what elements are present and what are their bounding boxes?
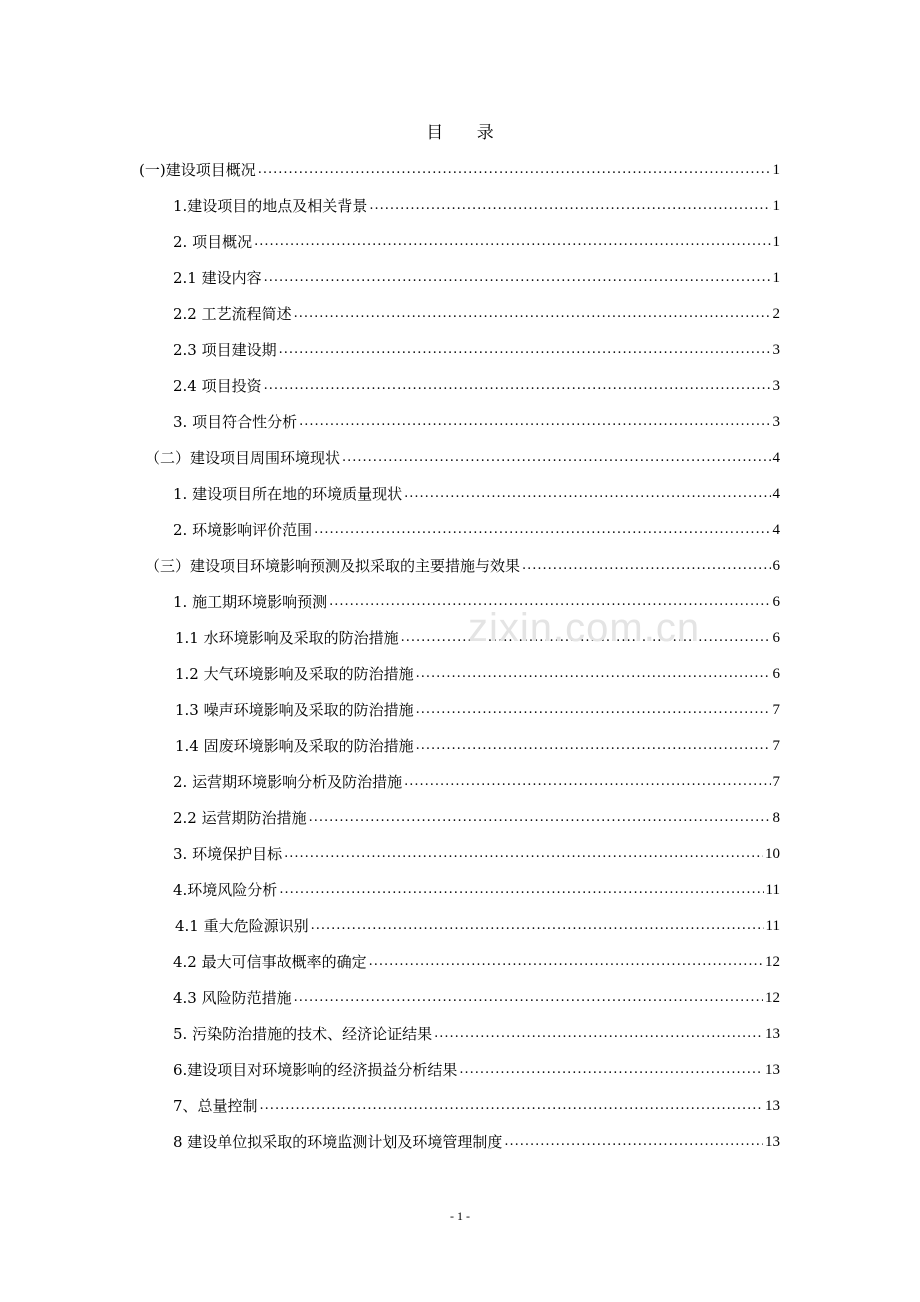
toc-page-number: 3 bbox=[772, 378, 780, 394]
toc-page-number: 12 bbox=[765, 954, 780, 970]
toc-entry[interactable] bbox=[173, 874, 780, 900]
toc-page-number: 7 bbox=[772, 738, 780, 754]
toc-entry[interactable] bbox=[173, 802, 780, 828]
toc-page-number: 13 bbox=[765, 1026, 780, 1042]
toc-entry[interactable] bbox=[173, 1090, 780, 1116]
toc-entry[interactable] bbox=[173, 766, 780, 792]
toc-page-number: 1 bbox=[772, 234, 780, 250]
toc-entry-label: 1. 施工期环境影响预测 bbox=[173, 593, 328, 611]
toc-entry-label: 2.2 运营期防治措施 bbox=[173, 809, 307, 827]
toc-dot-leader bbox=[416, 700, 771, 720]
watermark: zixin.com.cn bbox=[468, 606, 701, 650]
toc-entry[interactable] bbox=[175, 694, 780, 720]
toc-dot-leader bbox=[264, 268, 771, 288]
toc-entry[interactable] bbox=[173, 262, 780, 288]
toc-dot-leader bbox=[314, 520, 770, 540]
toc-dot-leader bbox=[522, 556, 770, 576]
toc-entry-label: 1.2 大气环境影响及采取的防治措施 bbox=[175, 665, 414, 683]
toc-page-number: 13 bbox=[765, 1098, 780, 1114]
toc-dot-leader bbox=[434, 1024, 763, 1044]
toc-entry-label: 1.3 噪声环境影响及采取的防治措施 bbox=[175, 701, 414, 719]
toc-dot-leader bbox=[260, 1096, 763, 1116]
toc-dot-leader bbox=[416, 736, 771, 756]
toc-entry[interactable] bbox=[175, 910, 780, 936]
toc-entry-label: 4.1 重大危险源识别 bbox=[175, 917, 309, 935]
toc-dot-leader bbox=[369, 196, 770, 216]
toc-dot-leader bbox=[294, 304, 771, 324]
toc-page-number: 3 bbox=[772, 414, 780, 430]
toc-entry[interactable] bbox=[173, 226, 780, 252]
toc-dot-leader bbox=[309, 808, 771, 828]
toc-page-number: 4 bbox=[772, 522, 780, 538]
toc-entry-label: 1.4 固废环境影响及采取的防治措施 bbox=[175, 737, 414, 755]
toc-entry-label: 6.建设项目对环境影响的经济损益分析结果 bbox=[173, 1061, 458, 1079]
toc-entry[interactable] bbox=[173, 298, 780, 324]
toc-entry-label: 2.4 项目投资 bbox=[173, 377, 262, 395]
toc-entry[interactable] bbox=[173, 478, 780, 504]
toc-page-number: 1 bbox=[772, 162, 780, 178]
toc-dot-leader bbox=[264, 376, 771, 396]
toc-entry[interactable] bbox=[173, 406, 780, 432]
toc-entry[interactable] bbox=[173, 946, 780, 972]
toc-dot-leader bbox=[279, 880, 763, 900]
toc-entry-label: 2.1 建设内容 bbox=[173, 269, 262, 287]
toc-entry[interactable] bbox=[175, 658, 780, 684]
toc-dot-leader bbox=[369, 952, 763, 972]
toc-entry-label: 1.1 水环境影响及采取的防治措施 bbox=[175, 629, 399, 647]
toc-entry[interactable] bbox=[173, 1018, 780, 1044]
toc-dot-leader bbox=[284, 844, 763, 864]
toc-entry-label: 8 建设单位拟采取的环境监测计划及环境管理制度 bbox=[173, 1133, 503, 1151]
toc-page-number: 7 bbox=[772, 702, 780, 718]
toc-page-number: 6 bbox=[772, 630, 780, 646]
toc-dot-leader bbox=[299, 412, 770, 432]
toc-page-number: 1 bbox=[772, 198, 780, 214]
toc-entry-label: 3. 环境保护目标 bbox=[173, 845, 283, 863]
toc-page-number: 6 bbox=[772, 558, 780, 574]
toc-entry-label: 3. 项目符合性分析 bbox=[173, 413, 298, 431]
toc-dot-leader bbox=[311, 916, 764, 936]
toc-dot-leader bbox=[294, 988, 763, 1008]
toc-dot-leader bbox=[416, 664, 771, 684]
toc-entry-label: 4.2 最大可信事故概率的确定 bbox=[173, 953, 367, 971]
toc-dot-leader bbox=[504, 1132, 763, 1152]
page-title: 目 录 bbox=[426, 123, 508, 143]
toc-dot-leader bbox=[459, 1060, 763, 1080]
toc-entry-label: 4.3 风险防范措施 bbox=[173, 989, 292, 1007]
toc-entry[interactable] bbox=[173, 838, 780, 864]
toc-dot-leader bbox=[342, 448, 770, 468]
toc-entry[interactable] bbox=[139, 154, 780, 180]
toc-dot-leader bbox=[401, 628, 771, 648]
toc-entry-label: 1.建设项目的地点及相关背景 bbox=[173, 197, 368, 215]
toc-page-number: 4 bbox=[772, 450, 780, 466]
toc-page-number: 3 bbox=[772, 342, 780, 358]
toc-dot-leader bbox=[258, 160, 771, 180]
toc-page-number: 11 bbox=[765, 882, 780, 898]
toc-page-number: 6 bbox=[772, 666, 780, 682]
toc-entry[interactable] bbox=[173, 190, 780, 216]
toc-dot-leader bbox=[404, 772, 770, 792]
toc-entry[interactable] bbox=[173, 1126, 780, 1152]
toc-page-number: 4 bbox=[772, 486, 780, 502]
toc-entry-label: （二）建设项目周围环境现状 bbox=[145, 449, 341, 467]
toc-entry-label: (一)建设项目概况 bbox=[139, 161, 256, 179]
toc-page-number: 10 bbox=[765, 846, 780, 862]
toc-entry[interactable] bbox=[173, 334, 780, 360]
toc-entry[interactable] bbox=[175, 730, 780, 756]
toc-page-number: 13 bbox=[765, 1134, 780, 1150]
toc-dot-leader bbox=[404, 484, 770, 504]
toc-page-number: 13 bbox=[765, 1062, 780, 1078]
toc-entry-label: 7、总量控制 bbox=[173, 1097, 258, 1115]
toc-entry[interactable] bbox=[173, 586, 780, 612]
toc-entry[interactable] bbox=[173, 982, 780, 1008]
toc-dot-leader bbox=[254, 232, 770, 252]
toc-entry-label: 4.环境风险分析 bbox=[173, 881, 278, 899]
toc-page-number: 11 bbox=[765, 918, 780, 934]
toc-page-number: 2 bbox=[772, 306, 780, 322]
page-number: - 1 - bbox=[450, 1209, 470, 1223]
toc-entry[interactable] bbox=[175, 622, 780, 648]
toc-entry-label: 1. 建设项目所在地的环境质量现状 bbox=[173, 485, 403, 503]
toc-dot-leader bbox=[279, 340, 771, 360]
toc-page-number: 6 bbox=[772, 594, 780, 610]
toc-dot-leader bbox=[329, 592, 770, 612]
toc-entry-label: （三）建设项目环境影响预测及拟采取的主要措施与效果 bbox=[145, 557, 521, 575]
toc-page-number: 1 bbox=[772, 270, 780, 286]
toc-entry-label: 2. 运营期环境影响分析及防治措施 bbox=[173, 773, 403, 791]
toc-page-number: 8 bbox=[772, 810, 780, 826]
toc-entry-label: 2. 项目概况 bbox=[173, 233, 253, 251]
toc-entry-label: 2.3 项目建设期 bbox=[173, 341, 277, 359]
toc-entry-label: 2. 环境影响评价范围 bbox=[173, 521, 313, 539]
toc-entry-label: 2.2 工艺流程简述 bbox=[173, 305, 292, 323]
toc-entry[interactable] bbox=[173, 1054, 780, 1080]
toc-entry-label: 5. 污染防治措施的技术、经济论证结果 bbox=[173, 1025, 433, 1043]
toc-entry[interactable] bbox=[145, 442, 780, 468]
toc-entry[interactable] bbox=[173, 370, 780, 396]
toc-page-number: 12 bbox=[765, 990, 780, 1006]
toc-entry[interactable] bbox=[145, 550, 780, 576]
toc-entry[interactable] bbox=[173, 514, 780, 540]
toc-page-number: 7 bbox=[772, 774, 780, 790]
